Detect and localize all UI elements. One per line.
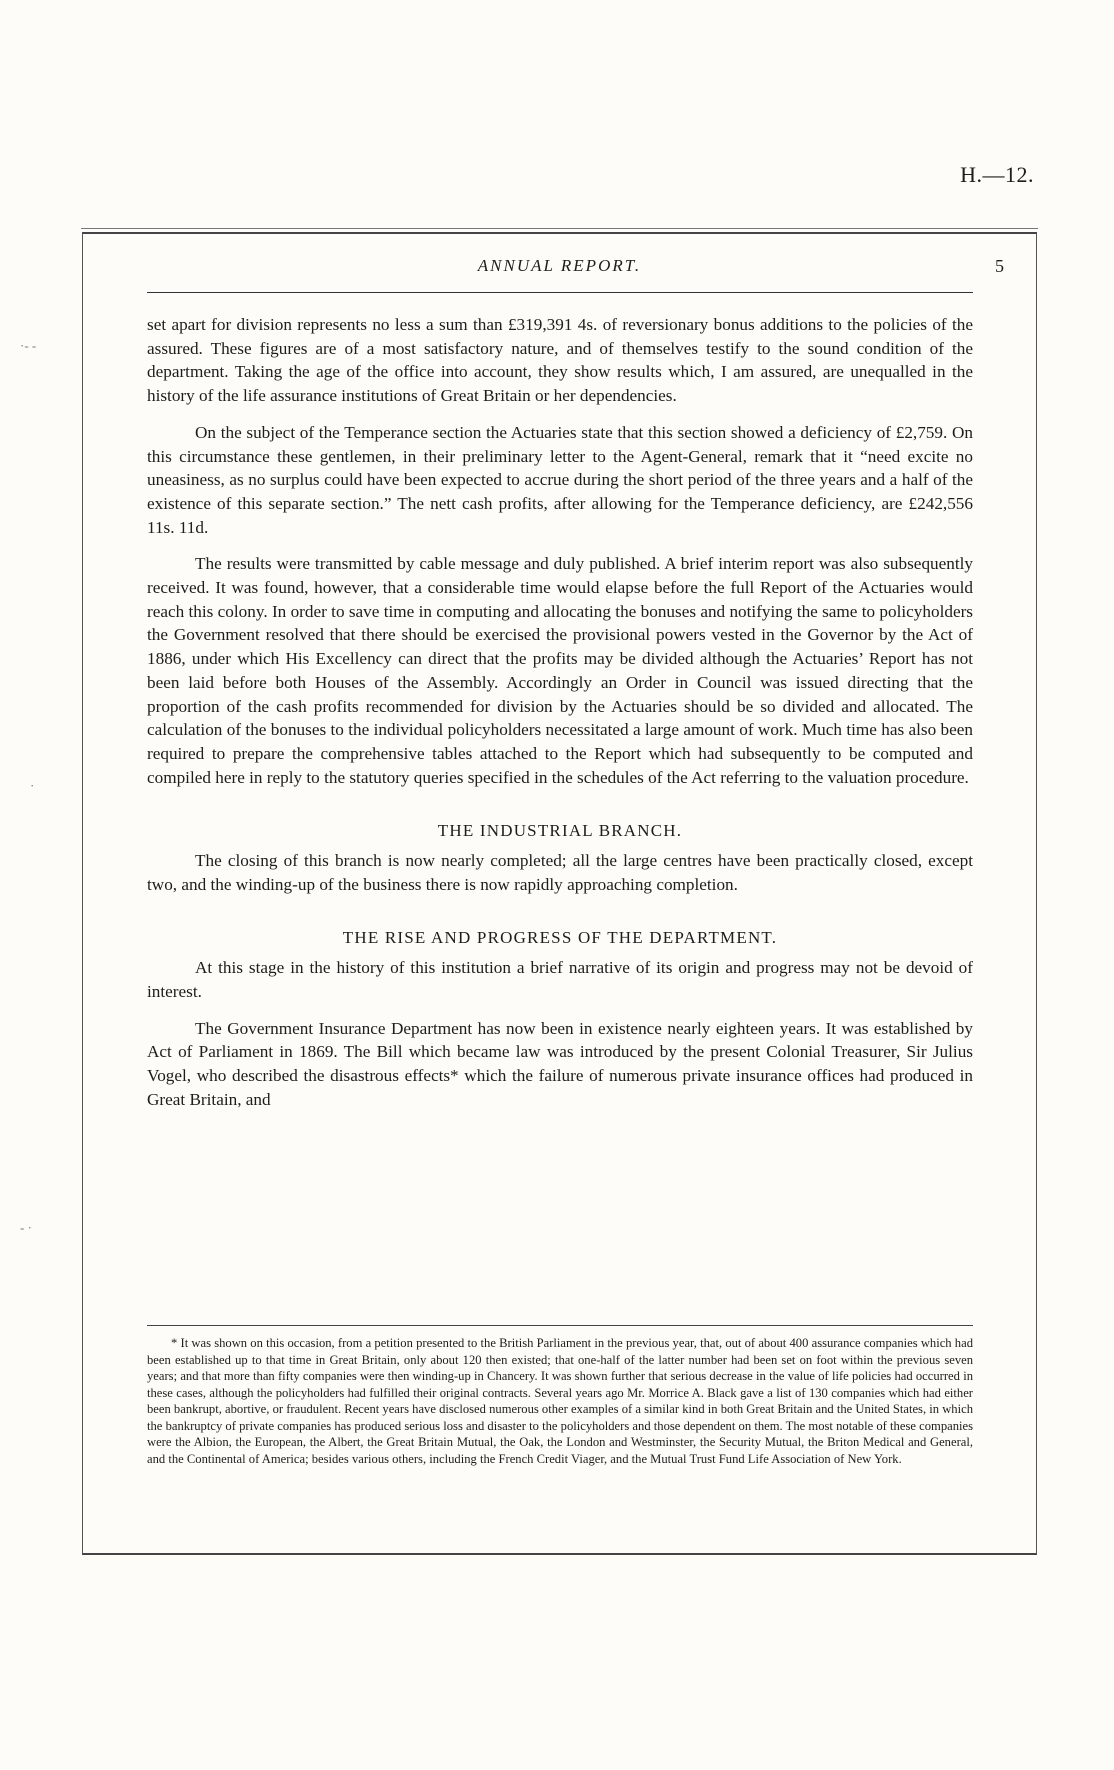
main-text (147, 313, 973, 1124)
paragraph: The Government Insurance Department has now been in existence nearly eighteen years. It was established by Act of Parliament in 1869. The Bill which became law was introduced by the present Colonial Treasurer, Sir Julius Vogel, who described the disastrous effects* which the failure of numerous private insurance offices had produced in Great Britain, and (147, 1018, 973, 1109)
margin-mark: - · (20, 1220, 32, 1235)
margin-mark: ·- - (20, 338, 37, 353)
margin-mark: · (30, 778, 35, 793)
section-title-industrial-branch: THE INDUSTRIAL BRANCH. (437, 821, 683, 841)
page-number: 5 (995, 256, 1004, 276)
footnote: * It was shown on this occasion, from a petition presented to the British Parliament in the previous year, that, out of about 400 assurance companies which had been established up to that time in Great Britain, only about 120 then existed; that one-half of the latter number had been set on foot within the previous seven years; and that more than fifty companies were then winding-up in Chancery. It was shown further that serious decrease in the value of life policies had occurred in these cases, although the policyholders had fulfilled their original contracts. Several years ago Mr. Morrice A. Black gave a list of 130 companies which had either been bankrupt, abortive, or fraudulent. Recent years have disclosed numerous other examples of a similar kind in both Great Britain and the United States, in which the bankruptcy of private companies has produced serious loss and disaster to the policyholders and those dependent on them. The most notable of these companies were the Albion, the European, the Albert, the Great Britain Mutual, the Oak, the London and Westminster, the Security Mutual, the Briton Medical and General, and the Continental of America; besides various others, including the French Credit Viager, and the Mutual Trust Fund Life Association of New York. (147, 1336, 973, 1466)
footnote-rule (147, 1325, 973, 1326)
paragraph: The closing of this branch is now nearly completed; all the large centres have been practically closed, except two, and the winding-up of the business there is now rapidly approaching completion. (147, 851, 973, 894)
paragraph: On the subject of the Temperance section the Actuaries state that this section showed a deficiency of £2,759. On this circumstance these gentlemen, in their preliminary letter to the Agent-General, remark that it “need excite no uneasiness, as no surplus could have been expected to accrue during the short period of the three years and a half of the existence of this separate section.” The nett cash profits, after allowing for the Temperance deficiency, are £242,556 11s. 11d. (147, 422, 973, 537)
paragraph: At this stage in the history of this institution a brief narrative of its origin and progress may not be devoid of interest. (147, 958, 973, 1001)
section-title-rise-and-progress: THE RISE AND PROGRESS OF THE DEPARTMENT. (342, 928, 778, 948)
document-id: H.—12. (960, 162, 1034, 187)
paragraph: set apart for division represents no less a sum than £319,391 4s. of reversionary bonus additions to the policies of the assured. These figures are of a most satisfactory nature, and of themselves testify to the sound condition of the department. Taking the age of the office into account, they show results which, I am assured, are unequalled in the history of the life assurance institutions of Great Britain or her dependencies. (147, 315, 973, 406)
header-rule (147, 292, 973, 293)
running-head: ANNUAL REPORT. (477, 256, 642, 275)
paragraph: The results were transmitted by cable message and duly published. A brief interim report was also subsequently received. It was found, however, that a considerable time would elapse before the full Report of the Actuaries would reach this colony. In order to save time in computing and allocating the bonuses and notifying the same to policyholders the Government resolved that there should be exercised the provisional powers vested in the Governor by the Act of 1886, under which His Excellency can direct that the profits may be divided although the Actuaries’ Report has not been laid before both Houses of the Assembly. Accordingly an Order in Council was issued directing that the proportion of the cash profits recommended for division by the Actuaries should be so divided and allocated. The calculation of the bonuses to the individual policyholders necessitated a large amount of work. Much time has also been required to prepare the comprehensive tables attached to the Report which had subsequently to be computed and compiled here in reply to the statutory queries specified in the schedules of the Act referring to the valuation procedure. (147, 554, 973, 787)
